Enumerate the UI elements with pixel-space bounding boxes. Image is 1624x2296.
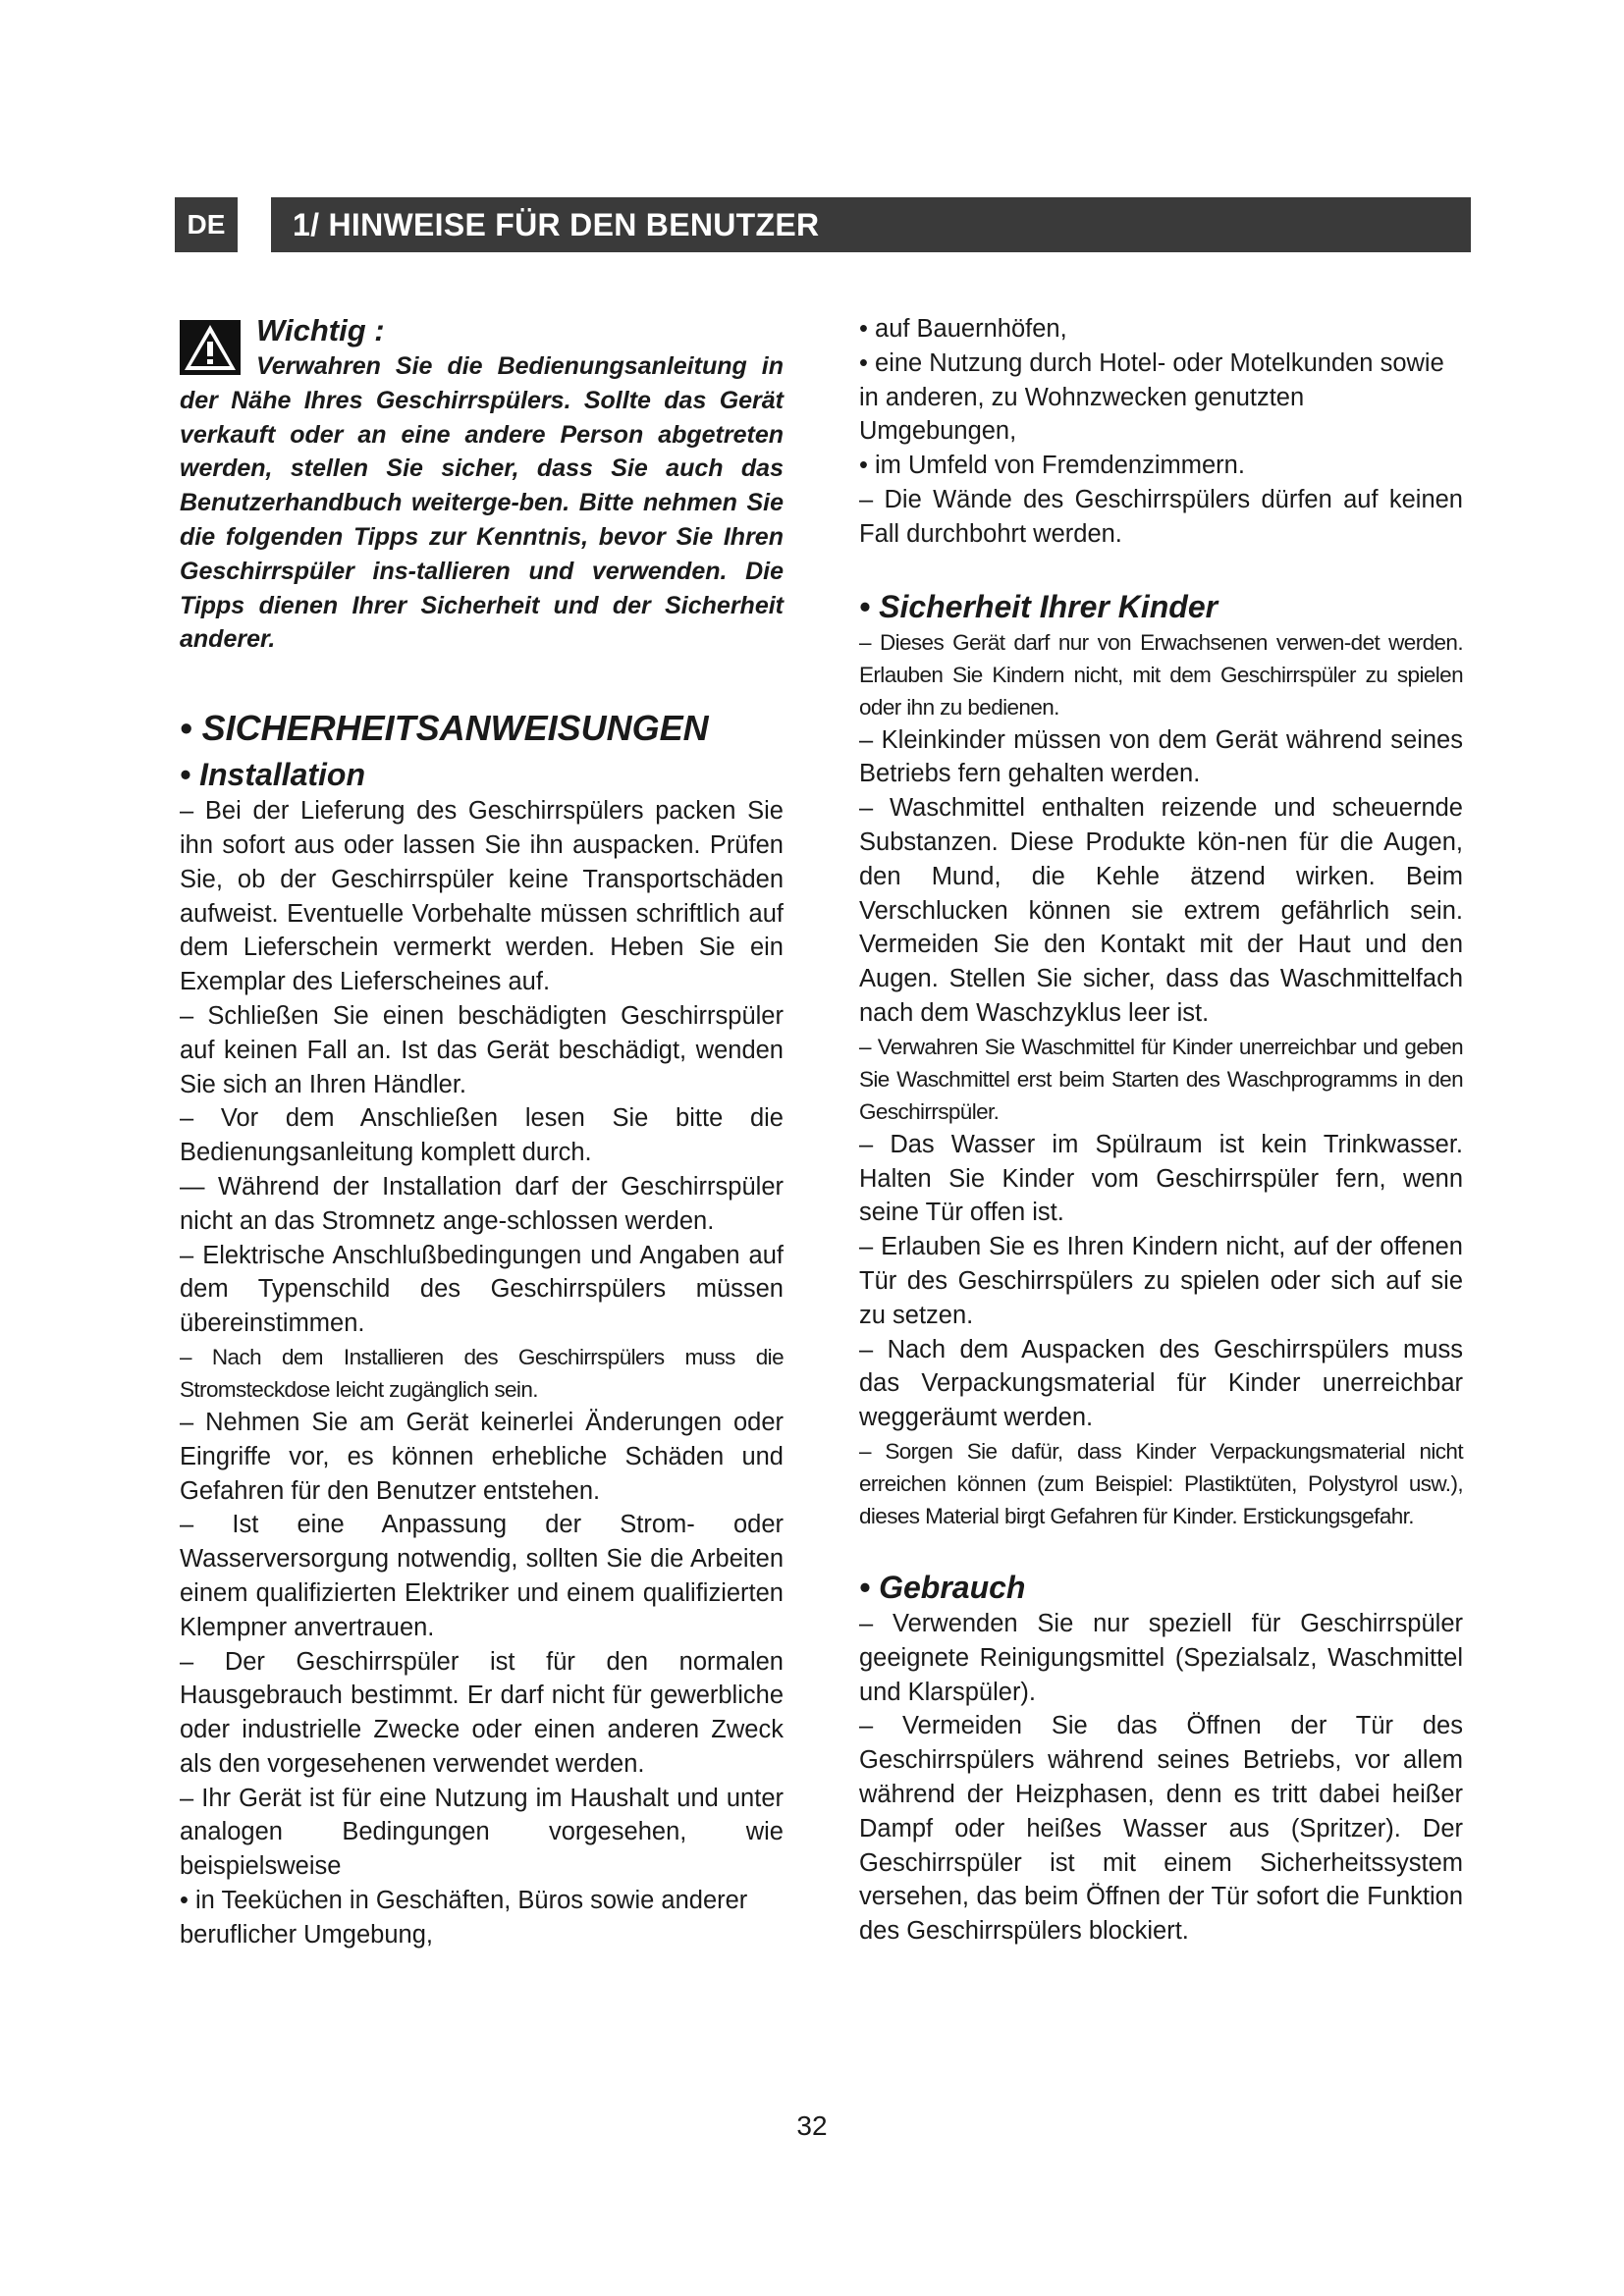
warning-text-first-line: Verwahren Sie die Bedienungsanleitung: [256, 352, 747, 380]
left-column: [180, 312, 784, 1952]
paragraph: – Verwahren Sie Waschmittel für Kinder unerreichbar und geben Sie Waschmittel erst beim Starten des Waschprogramms in den Geschirrspüler.: [859, 1034, 1463, 1124]
paragraph: – Bei der Lieferung des Geschirrspülers packen Sie ihn sofort aus oder lassen Sie ihn auspacken. Prüfen Sie, ob der Geschirrspüler keine Transportschäden aufweist. Eventuelle Vorbehalte müssen schriftlich auf dem Lieferschein vermerkt werden. Heben Sie ein Exemplar des Lieferscheines auf.: [180, 797, 784, 996]
paragraph: – Verwenden Sie nur speziell für Geschirrspüler geeignete Reinigungsmittel (Spezialsalz, Waschmittel und Klarspüler).: [859, 1609, 1463, 1706]
warning-icon: [180, 320, 241, 375]
paragraph: – Die Wände des Geschirrspülers dürfen auf keinen Fall durchbohrt werden.: [859, 485, 1463, 548]
section-title: • SICHERHEITSANWEISUNGEN: [180, 708, 709, 749]
paragraph: – Nehmen Sie am Gerät keinerlei Änderungen oder Eingriffe vor, es können erhebliche Schäden und Gefahren für den Benutzer entstehen.: [180, 1408, 784, 1505]
paragraph: – Elektrische Anschlußbedingungen und Angaben auf dem Typenschild des Geschirrspülers müssen übereinstimmen.: [180, 1241, 784, 1338]
subsection-installation: • Installation: [180, 757, 365, 793]
right-column: [859, 312, 1463, 1949]
list-item: • auf Bauernhöfen,: [859, 315, 1067, 343]
subsection-children: • Sicherheit Ihrer Kinder: [859, 588, 1218, 624]
paragraph: – Nach dem Auspacken des Geschirrspülers muss das Verpackungsmaterial für Kinder unerreichbar weggeräumt werden.: [859, 1335, 1463, 1432]
list-item: • in Teeküchen in Geschäften, Büros sowie anderer beruflicher Umgebung,: [180, 1887, 748, 1949]
page-number: 32: [796, 2110, 828, 2141]
paragraph: – Vermeiden Sie das Öffnen der Tür des Geschirrspülers während seines Betriebs, vor allem während der Heizphasen, denn es tritt dabei heißer Dampf oder heißes Wasser aus (Spritzer). Der Geschirrspüler ist mit einem Sicherheitssystem versehen, das beim Öffnen der Tür sofort die Funktion des Geschirrspülers blockiert.: [859, 1712, 1463, 1946]
paragraph: – Sorgen Sie dafür, dass Kinder Verpackungsmaterial nicht erreichen können (zum Beispiel: Plastiktüten, Polystyrol usw.), dieses Material birgt Gefahren für Kinder. Erstickungsgefahr.: [859, 1438, 1463, 1528]
paragraph: – Der Geschirrspüler ist für den normalen Hausgebrauch bestimmt. Er darf nicht für gewerbliche oder industrielle Zwecke oder einen anderen Zweck als den vorgesehenen verwendet werden.: [180, 1647, 784, 1778]
paragraph: – Ist eine Anpassung der Strom- oder Wasserversorgung notwendig, sollten Sie die Arbeiten einem qualifizierten Elektriker und einem qualifizierten Klempner anvertrauen.: [180, 1511, 784, 1641]
paragraph: – Waschmittel enthalten reizende und scheuernde Substanzen. Diese Produkte kön-nen für die Augen, den Mund, die Kehle ätzend wirken. Beim Verschlucken können sie extrem gefährlich sein. Vermeiden Sie den Kontakt mit der Haut und den Augen. Stellen Sie sicher, dass das Waschmittelfach nach dem Waschzyklus leer ist.: [859, 794, 1463, 1027]
paragraph: – Nach dem Installieren des Geschirrspülers muss die Stromsteckdose leicht zugänglich sein.: [180, 1344, 784, 1402]
warning-text: [180, 349, 784, 657]
warning-text-rest: in der Nähe Ihres Geschirrspülers. Sollte das Gerät verkauft oder an eine andere Person abgetreten werden, stellen Sie sicher, dass Sie auch das Benutzerhandbuch weiterge-ben. Bitte nehmen Sie die folgenden Tipps zur Kenntnis, bevor Sie Ihren Geschirrspüler ins-tallieren und verwenden. Die Tipps dienen Ihrer Sicherheit und der Sicherheit anderer.: [180, 352, 784, 654]
important-notice: [180, 312, 784, 657]
warning-title: Wichtig :: [256, 313, 385, 347]
paragraph: – Ihr Gerät ist für eine Nutzung im Haushalt und unter analogen Bedingungen vorgesehen, wie beispielsweise: [180, 1784, 784, 1881]
paragraph: – Schließen Sie einen beschädigten Geschirrspüler auf keinen Fall an. Ist das Gerät beschädigt, wenden Sie sich an Ihren Händler.: [180, 1001, 784, 1098]
list-item: • im Umfeld von Fremdenzimmern.: [859, 452, 1245, 480]
list-item: • eine Nutzung durch Hotel- oder Motelkunden sowie in anderen, zu Wohnzwecken genutzten Umgebungen,: [859, 348, 1444, 446]
paragraph: – Dieses Gerät darf nur von Erwachsenen verwen-det werden. Erlauben Sie Kindern nicht, mit dem Geschirrspüler zu spielen oder ihn zu bedienen.: [859, 629, 1463, 720]
language-badge: DE: [175, 197, 238, 252]
paragraph: – Vor dem Anschließen lesen Sie bitte die Bedienungsanleitung komplett durch.: [180, 1104, 784, 1167]
chapter-header: 1/ HINWEISE FÜR DEN BENUTZER: [271, 197, 1471, 252]
subsection-use: • Gebrauch: [859, 1569, 1026, 1605]
paragraph: – Das Wasser im Spülraum ist kein Trinkwasser. Halten Sie Kinder vom Geschirrspüler fern, wenn seine Tür offen ist.: [859, 1130, 1463, 1227]
paragraph: — Während der Installation darf der Geschirrspüler nicht an das Stromnetz ange-schlossen werden.: [180, 1172, 784, 1235]
paragraph: – Kleinkinder müssen von dem Gerät während seines Betriebs fern gehalten werden.: [859, 725, 1463, 788]
paragraph: – Erlauben Sie es Ihren Kindern nicht, auf der offenen Tür des Geschirrspülers zu spielen oder sich auf sie zu setzen.: [859, 1233, 1463, 1329]
